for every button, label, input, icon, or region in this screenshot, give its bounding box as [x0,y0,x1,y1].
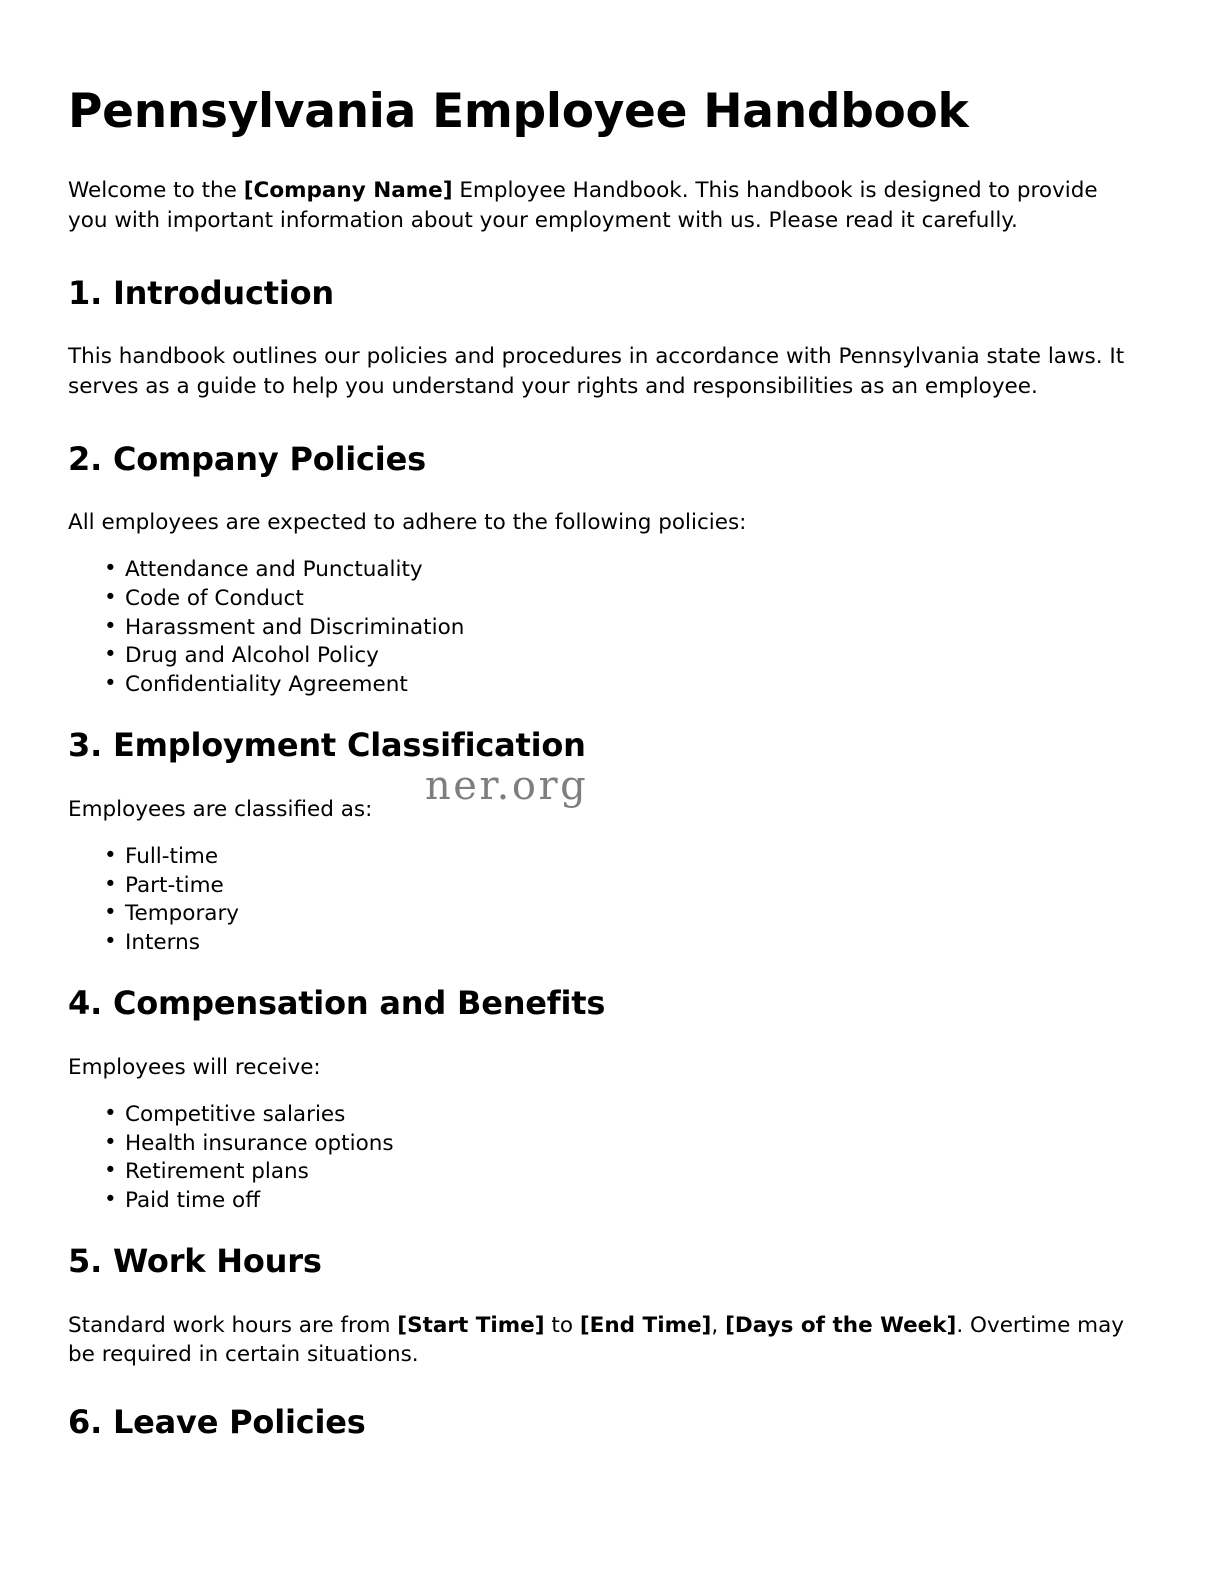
list-item: • Retirement plans [68,1158,1136,1187]
list-item: • Temporary [68,900,1136,929]
intro-text-after: Employee Handbook. This handbook is designed to provide you with important information about your employment with us. Please read it carefully. [68,178,1098,233]
list-item: • Part-time [68,872,1136,901]
list-item: • Harassment and Discrimination [68,614,1136,643]
list-item: • Code of Conduct [68,585,1136,614]
compensation-and-benefits-list [68,1101,1136,1215]
section-paragraph-company-policies: All employees are expected to adhere to the following policies: [68,510,747,536]
intro-paragraph [68,176,1136,234]
work-hours-text-2: to [544,1312,580,1338]
section-paragraph-introduction: This handbook outlines our policies and procedures in accordance with Pennsylvania state laws. It serves as a guide to help you understand your rights and responsibilities as an employee. [68,344,1125,399]
list-item: • Competitive salaries [68,1101,1136,1130]
section-heading-work-hours: 5. Work Hours [68,1242,322,1281]
company-name-placeholder: [Company Name] [243,178,453,204]
section-heading-introduction: 1. Introduction [68,273,335,312]
company-policies-list [68,556,1136,699]
section-heading-company-policies: 2. Company Policies [68,439,426,478]
section-paragraph-employment-classification: Employees are classified as: [68,796,373,822]
days-of-week-placeholder: [Days of the Week] [725,1312,957,1338]
list-item: • Attendance and Punctuality [68,556,1136,585]
end-time-placeholder: [End Time] [579,1312,712,1338]
list-item: • Paid time off [68,1187,1136,1216]
document-body [68,0,1136,1442]
work-hours-text-1: Standard work hours are from [68,1312,398,1338]
list-item: • Drug and Alcohol Policy [68,642,1136,671]
employment-classification-list [68,843,1136,957]
section-paragraph-work-hours [68,1311,1136,1369]
list-item: • Confidentiality Agreement [68,671,1136,700]
section-heading-employment-classification: 3. Employment Classification [68,726,586,765]
work-hours-text-3: , [711,1312,726,1338]
start-time-placeholder: [Start Time] [397,1312,545,1338]
section-heading-leave-policies: 6. Leave Policies [68,1403,366,1442]
list-item: • Health insurance options [68,1130,1136,1159]
watermark-text: ner.org [425,763,589,809]
list-item: • Full-time [68,843,1136,872]
section-heading-compensation-and-benefits: 4. Compensation and Benefits [68,984,606,1023]
intro-text-before: Welcome to the [68,178,244,204]
page-title: Pennsylvania Employee Handbook [68,84,969,139]
list-item: • Interns [68,929,1136,958]
work-hours-text-4: . Overtime may be required in certain situations. [68,1312,1125,1367]
section-paragraph-compensation-and-benefits: Employees will receive: [68,1054,321,1080]
